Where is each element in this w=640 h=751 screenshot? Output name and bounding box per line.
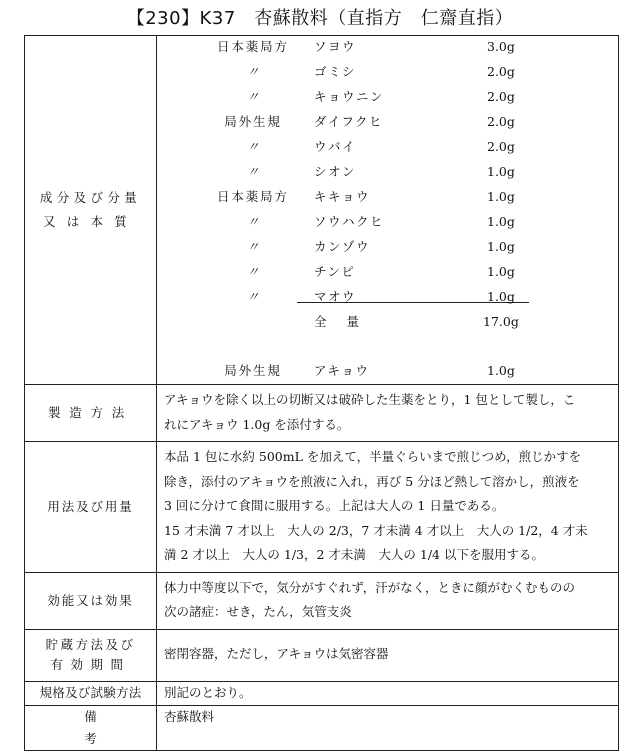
ingredient-amount: 1.0g (487, 164, 515, 179)
ingredient-list (157, 36, 618, 383)
storage-label-line: 有効期間 (50, 657, 131, 672)
manufacturing-text (157, 385, 619, 442)
dosage-line: 本品 1 包に水約 500mL を加えて，半量ぐらいまで煎じつめ，煎じかすを (164, 449, 582, 464)
extra-ingredient-source: 局外生規 (224, 363, 282, 378)
remarks-label (25, 705, 157, 750)
dosage-label (25, 442, 157, 573)
specs-label (25, 681, 157, 705)
monograph-title: 【230】K37 杏蘇散料（直指方 仁齋直指） (126, 8, 514, 29)
efficacy-line: 体力中等度以下で，気分がすぐれず，汗がなく，ときに顔がむくむものの (164, 579, 576, 595)
ingredient-source: 〃 (246, 214, 260, 229)
manufacturing-label-text: 製造方法 (47, 405, 133, 420)
dosage-line: 15 才未満 7 才以上 大人の 2/3，7 才未満 4 才以上 大人の 1/2，4 才未 (164, 522, 588, 538)
ingredient-name: シオン (314, 164, 357, 179)
remarks-line: 杏蘇散料 (164, 708, 215, 724)
storage-line: 密閉容器，ただし，アキョウは気密容器 (164, 646, 389, 662)
extra-ingredient-amount: 1.0g (487, 363, 515, 378)
ingredient-amount: 1.0g (487, 264, 515, 279)
ingredients-row (25, 36, 619, 385)
storage-row (25, 629, 619, 681)
efficacy-line: 次の諸症：せき，たん，気管支炎 (164, 604, 352, 619)
total-label: 全量 (314, 314, 380, 329)
remarks-row (25, 705, 619, 750)
ingredient-name: ダイフクヒ (314, 114, 384, 129)
ingredient-source: 〃 (246, 264, 260, 279)
storage-text (157, 629, 619, 681)
monograph-table (24, 35, 619, 751)
ingredient-name: ゴミシ (314, 64, 357, 79)
ingredient-amount: 2.0g (487, 89, 515, 104)
ingredient-source: 〃 (246, 239, 260, 254)
ingredient-source: 〃 (246, 289, 260, 304)
ingredients-label-line: 成分及び分量 (39, 190, 142, 205)
dosage-label-text: 用法及び用量 (47, 498, 134, 514)
storage-label-line: 貯蔵方法及び (45, 637, 136, 652)
specs-label-text: 規格及び試験方法 (39, 685, 142, 700)
manufacturing-row (25, 385, 619, 442)
ingredient-name: チンピ (314, 264, 356, 279)
ingredient-name: キョウニン (314, 89, 385, 104)
ingredient-name: マオウ (314, 289, 357, 304)
remarks-label-text: 備考 (84, 708, 150, 746)
dosage-line: 3 回に分けて食間に服用する。上記は大人の 1 日量である。 (164, 498, 505, 513)
dosage-row (25, 442, 619, 573)
ingredient-amount: 2.0g (487, 114, 515, 129)
total-amount: 17.0g (483, 314, 519, 329)
ingredient-source: 〃 (246, 164, 260, 179)
ingredient-source: 〃 (246, 89, 260, 104)
ingredient-amount: 3.0g (487, 39, 515, 54)
ingredient-amount: 1.0g (487, 189, 515, 204)
extra-ingredient-name: アキョウ (314, 363, 370, 378)
ingredient-source: 日本薬局方 (217, 189, 289, 204)
efficacy-text (157, 572, 619, 629)
ingredient-source: 日本薬局方 (217, 39, 289, 54)
efficacy-label (25, 572, 157, 629)
ingredient-amount: 2.0g (487, 139, 515, 154)
storage-label (25, 629, 157, 681)
ingredient-name: キキョウ (314, 189, 371, 204)
ingredient-source: 〃 (246, 139, 260, 154)
remarks-text (157, 705, 619, 750)
ingredient-amount: 1.0g (487, 239, 515, 254)
dosage-line: 満 2 才以上 大人の 1/3，2 才未満 大人の 1/4 以下を服用する。 (164, 547, 544, 562)
ingredient-name: ソウハクヒ (314, 214, 385, 229)
ingredient-name: ソヨウ (314, 39, 357, 54)
ingredients-label (25, 36, 157, 385)
manufacturing-label (25, 385, 157, 442)
ingredient-source: 局外生規 (224, 114, 282, 129)
specs-line: 別記のとおり。 (164, 684, 252, 700)
ingredients-label-line: 又は本質 (42, 214, 138, 229)
specs-text (157, 681, 619, 705)
dosage-text (157, 442, 619, 573)
specs-row (25, 681, 619, 705)
ingredient-name: ウバイ (314, 139, 357, 154)
efficacy-label-text: 効能又は効果 (47, 592, 134, 608)
ingredient-amount: 1.0g (487, 289, 515, 304)
ingredient-name: カンゾウ (314, 239, 371, 254)
ingredient-amount: 2.0g (487, 64, 515, 79)
manufacturing-line: アキョウを除く以上の切断又は破砕した生薬をとり，1 包として製し，こ (164, 392, 576, 407)
ingredient-source: 〃 (246, 64, 260, 79)
efficacy-row (25, 572, 619, 629)
ingredient-amount: 1.0g (487, 214, 515, 229)
dosage-line: 除き，添付のアキョウを煎液に入れ，再び 5 分ほど熱して溶かし，煎液を (164, 473, 580, 489)
manufacturing-line: れにアキョウ 1.0g を添付する。 (164, 416, 350, 432)
ingredients-cell (157, 36, 619, 385)
